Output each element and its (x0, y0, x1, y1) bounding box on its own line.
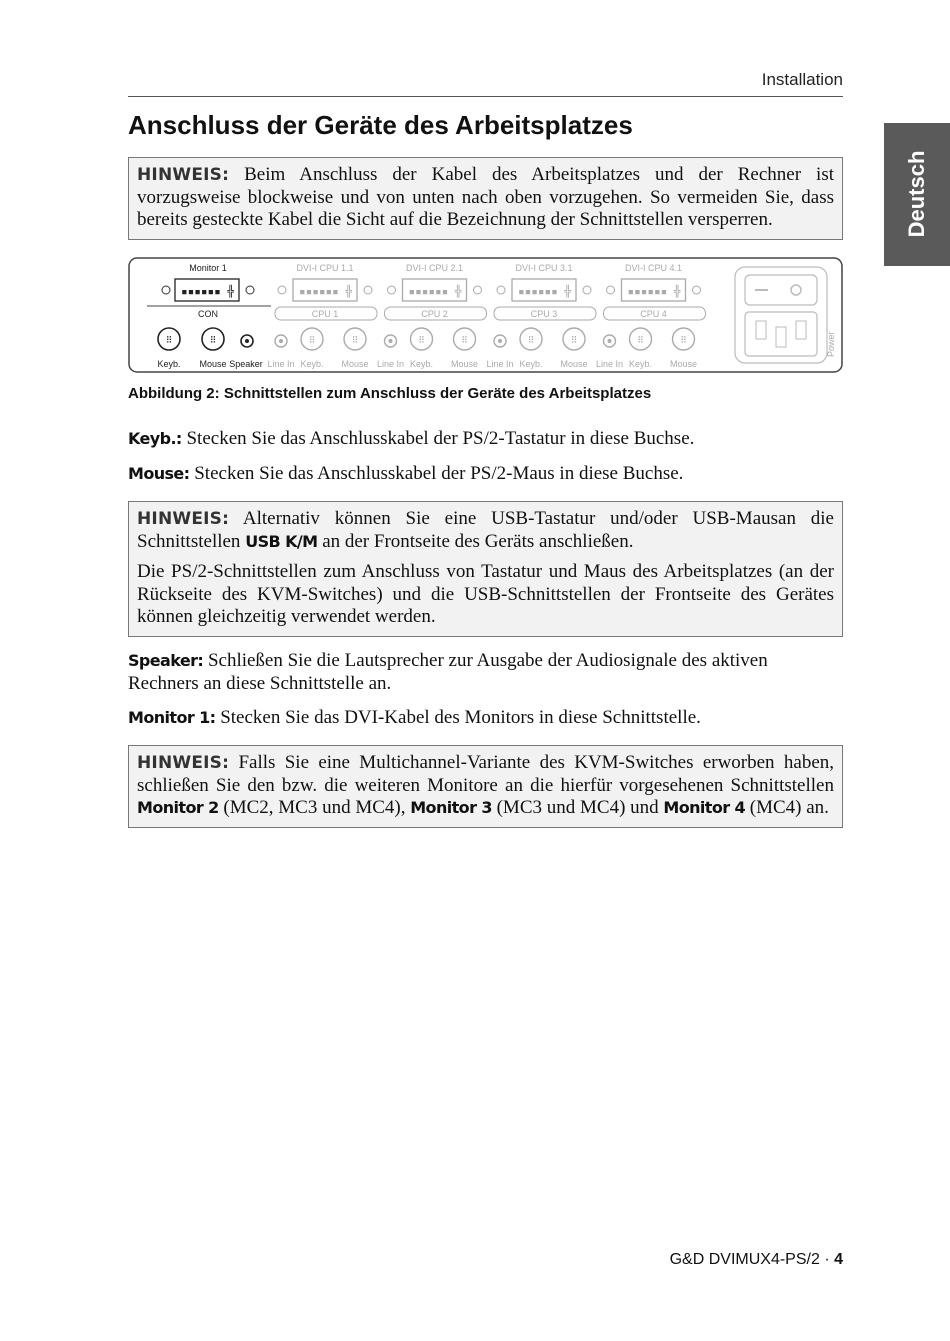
speaker-paragraph (128, 649, 768, 695)
mouse-description: Stecken Sie das Anschlusskabel der PS/2-Maus in diese Buchse. (189, 463, 684, 484)
cpu-keyb-label: Keyb. (519, 359, 543, 369)
dvi-pins: ▪▪▪▪▪▪ ╬ (299, 285, 352, 298)
svg-text:⠿: ⠿ (165, 335, 173, 345)
line-in-label: Line In (267, 359, 295, 369)
cpu-label: CPU 1 (311, 309, 339, 319)
ps2-pins: ⠿ (418, 335, 425, 345)
keyb-term: Keyb.: (128, 429, 182, 448)
note-2-paragraph-2: Die PS/2-Schnittstellen zum Anschluss von Tastatur und Maus des Arbeitsplatzes (an der Rückseite des KVM-Switches) und die USB-Schnittstellen der Frontseite des Gerätes können gleichzeitig verwendet werden. (137, 561, 834, 627)
con-label: CON (198, 309, 218, 319)
usb-km-term: USB K/M (245, 531, 318, 551)
cpu-keyb-label: Keyb. (628, 359, 653, 369)
cpu-label: CPU 2 (421, 309, 448, 319)
power-label: Power (826, 331, 836, 357)
note-label: HINWEIS: (137, 753, 230, 773)
monitor3-term: Monitor 3 (410, 798, 492, 817)
note-2-text: HINWEIS: Alternativ können Sie eine USB-Tastatur und/oder USB-Mausan die Schnittstellen USB K/M an der Frontseite des Geräts anschließen. (137, 508, 834, 552)
note-label: HINWEIS: (137, 509, 230, 529)
dvi-cpu-label: DVI-I CPU 1.1 (296, 263, 354, 273)
speaker-label: Speaker (229, 359, 263, 369)
cpu-mouse-label: Mouse (341, 359, 369, 369)
keyb-description: Stecken Sie das Anschlusskabel der PS/2-Tastatur in diese Buchse. (181, 428, 695, 449)
cpu-mouse-label: Mouse (560, 359, 588, 369)
cpu-label: CPU 4 (640, 309, 667, 319)
keyb-paragraph (128, 427, 843, 450)
mouse-term: Mouse: (128, 464, 190, 483)
note-box-1 (128, 157, 843, 240)
page-footer (670, 1251, 843, 1269)
language-tab (884, 123, 950, 266)
figure-caption: Abbildung 2: Schnittstellen zum Anschluss der Geräte des Arbeitsplatzes (128, 385, 652, 402)
line-in-jack-center (279, 339, 283, 343)
svg-text:⠿: ⠿ (209, 335, 217, 345)
note-box-2 (128, 501, 843, 637)
monitor1-label: Monitor 1 (189, 263, 227, 273)
monitor-description: Stecken Sie das DVI-Kabel des Monitors in diese Schnittstelle. (215, 707, 701, 728)
note-label: HINWEIS: (137, 165, 230, 185)
mouse-paragraph (128, 462, 843, 485)
line-in-label: Line In (376, 359, 405, 369)
note-3-text: HINWEIS: Falls Sie eine Multichannel-Variante des KVM-Switches erworben haben, schließen Sie den bzw. die weiteren Monitore an die hierfür vorgesehenen Schnittstellen Monitor 2 (MC2, MC3 und MC4), Monitor 3 (MC3 und MC4) und Monitor 4 (MC4) an. (137, 752, 834, 818)
rear-panel-diagram (128, 257, 843, 373)
ps2-pins: ⠿ (527, 335, 535, 345)
running-header: Installation (761, 70, 843, 89)
keyb-label: Keyb. (157, 359, 181, 369)
cpu-label: CPU 3 (530, 309, 558, 319)
note-1-text (137, 164, 834, 232)
line-in-jack-center (608, 339, 612, 343)
cpu-keyb-label: Keyb. (300, 359, 324, 369)
dvi-pins: ▪▪▪▪▪▪ ╬ (627, 285, 681, 298)
speaker-description: Schließen Sie die Lautsprecher zur Ausgabe der Audiosignale des aktiven Rechners an diese Schnittstelle an. (128, 650, 768, 694)
language-tab-label: Deutsch (904, 150, 929, 238)
line-in-label: Line In (595, 359, 624, 369)
dvi-pins: ▪▪▪▪▪▪ ╬ (408, 285, 462, 298)
mouse-label: Mouse (199, 359, 227, 369)
dvi-cpu-label: DVI-I CPU 4.1 (624, 263, 683, 273)
ps2-pins: ⠿ (308, 335, 316, 345)
monitor4-term: Monitor 4 (663, 798, 746, 817)
dvi-cpu-label: DVI-I CPU 2.1 (405, 263, 464, 273)
dvi-pins: ▪▪▪▪▪▪ ╬ (518, 285, 571, 298)
ps2-pins: ⠿ (637, 335, 644, 345)
line-in-label: Line In (486, 359, 514, 369)
note-box-3 (128, 745, 843, 828)
ps2-pins: ⠿ (461, 335, 468, 345)
line-in-jack-center (498, 339, 502, 343)
ps2-pins: ⠿ (680, 335, 687, 345)
cpu-mouse-label: Mouse (669, 359, 698, 369)
header-rule (128, 96, 843, 97)
cpu-keyb-label: Keyb. (409, 359, 434, 369)
monitor2-term: Monitor 2 (137, 798, 219, 817)
monitor-paragraph (128, 706, 843, 729)
cpu-mouse-label: Mouse (450, 359, 479, 369)
ps2-pins: ⠿ (570, 335, 578, 345)
ps2-pins: ⠿ (351, 335, 359, 345)
speaker-term: Speaker: (128, 651, 204, 670)
page-number: 4 (834, 1251, 843, 1268)
line-in-jack-center (389, 339, 393, 343)
note-body: Beim Anschluss der Kabel des Arbeitsplatzes und der Rechner ist vorzugsweise blockweise und von unten nach oben vorzugehen. So vermeiden Sie, dass bereits gesteckte Kabel die Sicht auf die Bezeichnung der Schnittstellen versperren. (137, 164, 834, 230)
monitor-term: Monitor 1: (128, 708, 216, 727)
dvi-cpu-label: DVI-I CPU 3.1 (515, 263, 573, 273)
footer-product: G&D DVIMUX4-PS/2 · (669, 1251, 835, 1268)
page-title: Anschluss der Geräte des Arbeitsplatzes (128, 110, 633, 140)
dvi-pins: ▪▪▪▪▪▪ ╬ (181, 285, 234, 298)
